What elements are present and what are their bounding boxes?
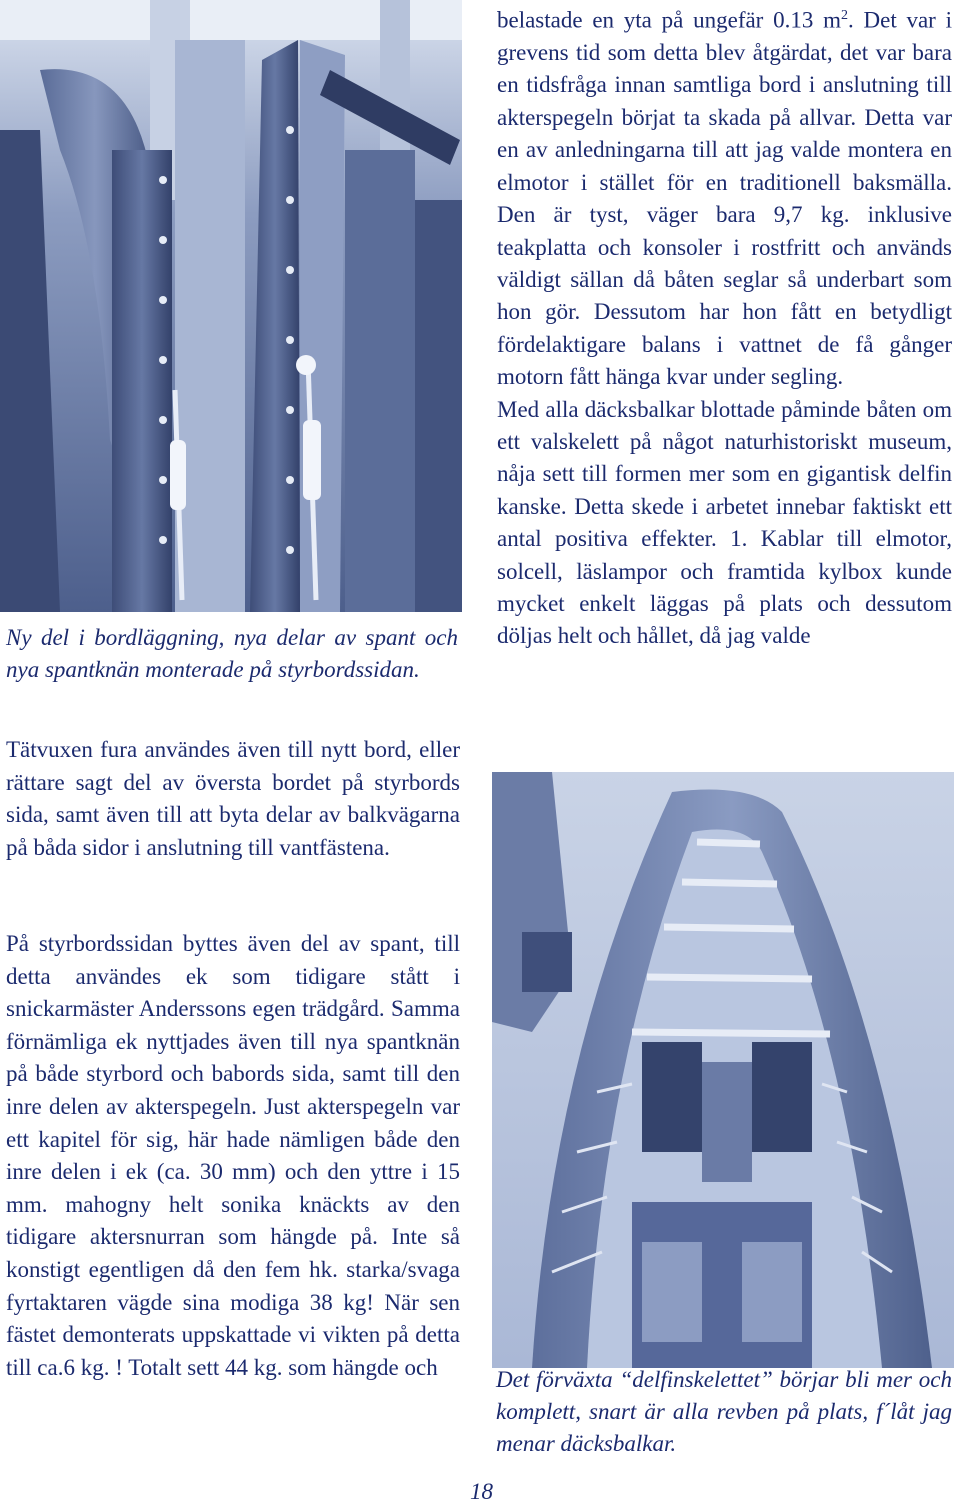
right-column-text <box>497 0 952 653</box>
superscript-squared: 2 <box>841 8 848 23</box>
photo-frames-turnbuckles <box>0 0 462 612</box>
photo-boat-skeleton-image <box>492 772 954 1368</box>
paragraph-dacksbalkar: Med alla däcksbalkar blottade påminde båten om ett valskelett på något naturhistoriskt museum, nåja sett till formen mer som en gigantisk delfin kanske. Detta skede i arbetet innebar faktiskt ett antal positiva effekter. 1. Kablar till elmotor, solcell, läslampor och framtida kylbox kunde mycket enkelt läggas på plats och dessutom döljas helt och hållet, då jag valde <box>497 396 952 649</box>
photo-frames-image <box>0 0 462 612</box>
page-number: 18 <box>470 1479 493 1504</box>
paragraph-akterspegel-rest: . Det var i grevens tid som detta blev åtgärdat, det var bara en tidsfråga innan samtliga bord i anslutning till akterspegeln börjat ta skada på allvar. Detta var en av anledningarna till att jag valde montera en elmotor i stället för en traditionell baksmälla. Den är tyst, väger bara 9,7 kg. inklusive teakplatta och konsoler i rostfritt och används väldigt sällan då båten seglar så underbart som hon gör. Dessutom har hon fått en betydligt fördelaktigare balans i vattnet de få gånger motorn fått hänga kvar under segling. <box>497 7 952 390</box>
paragraph-fura: Tätvuxen fura användes även till nytt bord, eller rättare sagt del av översta bordet på styrbords sida, samt även till att byta delar av balkvägarna på båda sidor i anslutning till vantfästena. <box>6 737 460 860</box>
paragraph-styrbordssidan: På styrbordssidan byttes även del av spant, till detta användes ek som tidigare stått i snickarmäster Anderssons egen trädgård. Samma förnämliga ek nyttjades även till nya spantknän på både styrbord och babords sida, samt till den inre delen av akterspegeln. Just akterspegeln var ett kapitel för sig, här hade nämligen både den inre delen i ek (ca. 30 mm) och den yttre i 15 mm. mahogny helt sonika knäckts av den tidigare aktersnurran som hängde på. Inte så konstigt egentligen då den fem hk. starka/svaga fyrtaktaren vägde sina modiga 38 kg! När sen fästet demonterats uppskattade vi vikten på detta till ca.6 kg. ! Totalt sett 44 kg. som hängde och <box>6 931 460 1380</box>
paragraph-akterspegel-start: belastade en yta på ungefär 0.13 m <box>497 7 841 33</box>
photo-caption-frames: Ny del i bordläggning, nya delar av spant och nya spantknän monterade på styrbordssidan. <box>6 625 458 682</box>
photo-boat-skeleton <box>492 772 954 1368</box>
paragraph-akterspegel <box>497 0 952 394</box>
photo-caption-skeleton: Det förväxta “delfinskelettet” börjar bli mer och komplett, snart är alla revben på plats, f´låt jag menar däcksbalkar. <box>496 1367 952 1456</box>
